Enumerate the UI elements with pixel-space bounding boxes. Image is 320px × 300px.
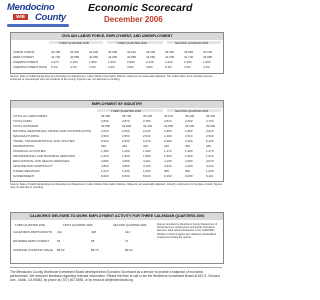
- table-cell: 4,720: [143, 164, 151, 168]
- footer-divider: [10, 267, 222, 268]
- table-cell: 4,090: [122, 159, 130, 163]
- table-cell: 32,630: [206, 124, 216, 128]
- table-cell: 6,500: [122, 139, 130, 143]
- table-cell: 4,080: [185, 159, 193, 163]
- table-cell: 32,830: [122, 124, 132, 128]
- row-label: AVERAGE STARTING WAGE: [13, 248, 53, 252]
- table-cell: 5.1%: [51, 65, 58, 69]
- table-cell: 1,990: [108, 60, 116, 64]
- table-cell: 1,950: [185, 129, 193, 133]
- table-cell: 330: [164, 144, 170, 148]
- table-cell: 1,010: [101, 169, 109, 173]
- table-cell: 1,280: [185, 149, 193, 153]
- table-cell: 44,910: [127, 50, 137, 54]
- table-cell: 2,160: [70, 60, 78, 64]
- employment-industry-heading: EMPLOYMENT BY INDUSTRY: [11, 101, 223, 108]
- table-cell: 4,850: [122, 164, 130, 168]
- table-row: [13, 144, 221, 149]
- table-cell: 2,780: [143, 119, 151, 123]
- row-label: TOTAL NONFARM: [13, 124, 39, 128]
- table-cell: 4.4%: [203, 65, 210, 69]
- table-cell: 35,240: [185, 114, 195, 118]
- table-cell: 9,110: [206, 174, 214, 178]
- table-cell: 44,780: [51, 50, 61, 54]
- table-cell: 438: [91, 230, 97, 234]
- row-label: PROFESSIONAL AND BUSINESS SERVICES: [13, 154, 76, 158]
- group-header: SECOND QUARTER 2006: [175, 41, 209, 45]
- table-cell: 35,420: [143, 114, 153, 118]
- table-cell: 1,960: [203, 60, 211, 64]
- table-cell: 4,210: [206, 164, 214, 168]
- table-cell: 42,680: [203, 55, 213, 59]
- table-cell: 1,600: [185, 154, 193, 158]
- table-row: [13, 154, 221, 159]
- table-row: [13, 139, 221, 144]
- table-cell: 44,640: [203, 50, 213, 54]
- table-cell: $9.04: [125, 248, 133, 252]
- table-cell: 35,670: [164, 114, 174, 118]
- table-row: [13, 114, 221, 119]
- table-cell: 42,960: [89, 55, 99, 59]
- table-cell: 2,810: [164, 119, 172, 123]
- table-cell: 6,380: [164, 139, 172, 143]
- mendocino-wib-logo: [7, 2, 71, 28]
- table-cell: 8,620: [143, 174, 151, 178]
- table-row: [13, 129, 221, 134]
- table-cell: 6,410: [143, 139, 151, 143]
- table-cell: 2,010: [101, 129, 109, 133]
- table-cell: 4.4%: [108, 65, 115, 69]
- table-cell: 2,560: [101, 134, 109, 138]
- table-cell: 340: [101, 144, 107, 148]
- table-cell: 1,590: [164, 154, 172, 158]
- table-cell: 4.9%: [184, 65, 191, 69]
- table-cell: 4.4%: [89, 65, 96, 69]
- table-row: [13, 119, 221, 124]
- table-row: [13, 159, 221, 164]
- table-cell: 1,000: [143, 169, 151, 173]
- table-cell: 6,460: [206, 139, 214, 143]
- labor-force-heading: CIVILIAN LABOR FORCE, EMPLOYMENT, AND UNEMPLOYMENT: [11, 33, 223, 40]
- table-cell: 2,700: [206, 119, 214, 123]
- footer-text: The Mendocino County Workforce Investment Board developed this Economic Scorecard as a service to provide a snapshot of economic performance. We welcome feedback regarding relevant information. Please feel free to call or fax the Workforce Investment Board at 631 S. Orchard Ave., Ukiah, CA 95482, by phone at (707) 467-5590, or by email at wib@mendowib.org: [10, 270, 220, 282]
- table-cell: 340: [143, 144, 149, 148]
- row-label: NATURAL RESOURCES, MINING AND CONSTRUCTION: [13, 129, 92, 133]
- table-cell: 44,920: [89, 50, 99, 54]
- table-cell: 1,290: [122, 149, 130, 153]
- table-cell: 2,490: [164, 134, 172, 138]
- table-cell: 4,540: [164, 164, 172, 168]
- table-row: [13, 65, 221, 70]
- table-cell: 9,190: [164, 174, 172, 178]
- table-cell: 1,620: [101, 154, 109, 158]
- table-cell: 4,830: [101, 164, 109, 168]
- table-cell: 1,280: [143, 149, 151, 153]
- table-cell: 2,160: [184, 60, 192, 64]
- table-cell: 44,620: [70, 50, 80, 54]
- table-cell: 990: [164, 169, 170, 173]
- table-cell: 35,700: [122, 114, 132, 118]
- row-label: TRADE, TRANSPORTATION, AND UTILITIES: [13, 139, 75, 143]
- row-label: FINANCIAL ACTIVITIES: [13, 149, 46, 153]
- logo-county-text: County: [35, 12, 66, 23]
- table-row: [13, 174, 221, 179]
- row-label: INFORMATION: [13, 144, 34, 148]
- row-label: EDUCATIONAL AND HEALTH SERVICES: [13, 159, 70, 163]
- table-cell: $8.92: [57, 248, 65, 252]
- table-cell: 71: [125, 239, 129, 243]
- table-row: [13, 239, 221, 244]
- page-title: Economic Scorecard: [88, 2, 193, 14]
- table-cell: 44,690: [146, 50, 156, 54]
- table-cell: 2,010: [206, 129, 214, 133]
- table-cell: 1,960: [164, 129, 172, 133]
- table-cell: 1,580: [143, 154, 151, 158]
- logo-swoosh: [7, 24, 69, 27]
- table-cell: 2,270: [51, 60, 59, 64]
- table-cell: 2,600: [185, 119, 193, 123]
- table-cell: 421: [125, 230, 131, 234]
- table-cell: 32,850: [101, 124, 111, 128]
- table-cell: 4.8%: [146, 65, 153, 69]
- table-cell: 35,680: [101, 114, 111, 118]
- table-row: [13, 124, 221, 129]
- table-row: [13, 169, 221, 174]
- table-row: [13, 149, 221, 154]
- table-cell: 4,100: [164, 159, 172, 163]
- table-cell: 340: [206, 144, 212, 148]
- table-cell: 4,110: [143, 159, 151, 163]
- calworks-heading: CALWORKS WELFARE-TO-WORK EMPLOYMENT ACTIVITY FOR THREE CALENDAR QUARTERS 2006: [11, 213, 223, 220]
- table-cell: 2,410: [165, 60, 173, 64]
- table-cell: 6,400: [185, 139, 193, 143]
- row-label: GOVERNMENT: [13, 174, 35, 178]
- table-cell: 6,520: [101, 139, 109, 143]
- table-cell: 32,860: [164, 124, 174, 128]
- table-cell: 5.4%: [165, 65, 172, 69]
- table-cell: 4.6%: [127, 65, 134, 69]
- table-cell: 330: [185, 144, 191, 148]
- row-label: TOTAL FARM: [13, 119, 32, 123]
- table-cell: 340: [122, 144, 128, 148]
- employment-industry-source-note: Source: State of California Employment Development Department, Labor Market Information Division. Data are not seasonally adjusted. Industry employment is by place of work; figures may not add due to rounding.: [10, 183, 222, 190]
- table-cell: 42,560: [146, 55, 156, 59]
- table-cell: 2,050: [122, 129, 130, 133]
- table-cell: 9,080: [185, 174, 193, 178]
- table-cell: 41,730: [184, 55, 194, 59]
- logo-wib-badge: WIB: [13, 14, 28, 20]
- group-header: THIRD QUARTER 2005: [59, 41, 89, 45]
- table-cell: 42,850: [127, 55, 137, 59]
- calworks-sub-header: FIRST QUARTER 2006: [63, 223, 93, 227]
- table-cell: 45,080: [108, 50, 118, 54]
- table-cell: 1,280: [101, 149, 109, 153]
- table-cell: 2,540: [206, 134, 214, 138]
- table-cell: 2,540: [143, 134, 151, 138]
- row-label: CALWORKS PARTICIPANTS: [13, 230, 53, 234]
- calworks-sub-header: THIRD QUARTER 2006: [15, 223, 45, 227]
- table-cell: 64: [57, 239, 61, 243]
- table-cell: 2,550: [122, 134, 130, 138]
- table-cell: 4,070: [206, 159, 214, 163]
- table-cell: 2,870: [122, 119, 130, 123]
- row-label: ENTERED EMPLOYMENT: [13, 239, 50, 243]
- row-label: UNEMPLOYMENT RATE: [13, 65, 47, 69]
- table-cell: 42,580: [70, 55, 80, 59]
- group-header: THIRD QUARTER 2006: [117, 41, 147, 45]
- table-cell: 2,040: [143, 129, 151, 133]
- table-row: [13, 50, 221, 55]
- table-row: [13, 248, 221, 253]
- table-cell: 32,640: [143, 124, 153, 128]
- table-cell: 8,560: [122, 174, 130, 178]
- table-cell: 43,090: [108, 55, 118, 59]
- calworks-activity-table: [10, 212, 224, 264]
- table-cell: 2,510: [185, 134, 193, 138]
- labor-force-table: [10, 32, 224, 74]
- row-label: LABOR FORCE: [13, 50, 35, 54]
- table-row: [13, 134, 221, 139]
- table-row: [13, 164, 221, 169]
- table-cell: 8,600: [101, 174, 109, 178]
- table-cell: 2,830: [101, 119, 109, 123]
- table-cell: 58: [91, 239, 95, 243]
- table-cell: 1,000: [206, 169, 214, 173]
- group-header: THIRD QUARTER 2006: [111, 109, 141, 113]
- table-cell: 1,950: [89, 60, 97, 64]
- table-cell: 1,610: [206, 154, 214, 158]
- table-cell: 44,660: [165, 50, 175, 54]
- row-label: EMPLOYMENT: [13, 55, 35, 59]
- calworks-side-note: Figures provided by Mendocino County Department of Social Services, Employment and Family Assistance Services. Data reflect participants in the CalWORKs Welfare-to-Work program who obtained unsubsidized employment during the quarter.: [157, 223, 218, 239]
- table-cell: 32,640: [185, 124, 195, 128]
- calworks-sub-header: SECOND QUARTER 2006: [113, 223, 147, 227]
- row-label: UNEMPLOYMENT: [13, 60, 39, 64]
- table-cell: 4.7%: [70, 65, 77, 69]
- table-cell: 2,130: [146, 60, 154, 64]
- row-label: OTHER SERVICES: [13, 169, 40, 173]
- employment-by-industry-table: [10, 100, 224, 182]
- table-cell: 4,420: [185, 164, 193, 168]
- table-cell: 2,060: [127, 60, 135, 64]
- page-subtitle: December 2006: [104, 15, 163, 24]
- group-header: SECOND QUARTER 2006: [175, 109, 209, 113]
- row-label: MANUFACTURING: [13, 134, 40, 138]
- table-cell: 1,600: [122, 154, 130, 158]
- table-row: [13, 55, 221, 60]
- table-cell: 1,000: [122, 169, 130, 173]
- table-cell: 1,270: [206, 149, 214, 153]
- table-cell: 43,890: [184, 50, 194, 54]
- row-label: LEISURE AND HOSPITALITY: [13, 164, 53, 168]
- table-row: [13, 60, 221, 65]
- logo-mendocino-text: Mendocino: [7, 2, 55, 13]
- table-cell: 42,700: [51, 55, 61, 59]
- table-cell: 42,000: [165, 55, 175, 59]
- row-label: TOTAL ALL INDUSTRIES: [13, 114, 48, 118]
- table-cell: $8.75: [91, 248, 99, 252]
- table-cell: 990: [185, 169, 191, 173]
- table-cell: 35,330: [206, 114, 216, 118]
- table-cell: 4,080: [101, 159, 109, 163]
- table-cell: 412: [57, 230, 63, 234]
- labor-force-source-note: Source: State of California Employment Development Department, Labor Market Information Division. Data are not seasonally adjusted. The civilian labor force includes persons employed or unemployed who are residents of the county. Figures may not add due to rounding.: [10, 75, 213, 82]
- table-cell: 1,270: [164, 149, 172, 153]
